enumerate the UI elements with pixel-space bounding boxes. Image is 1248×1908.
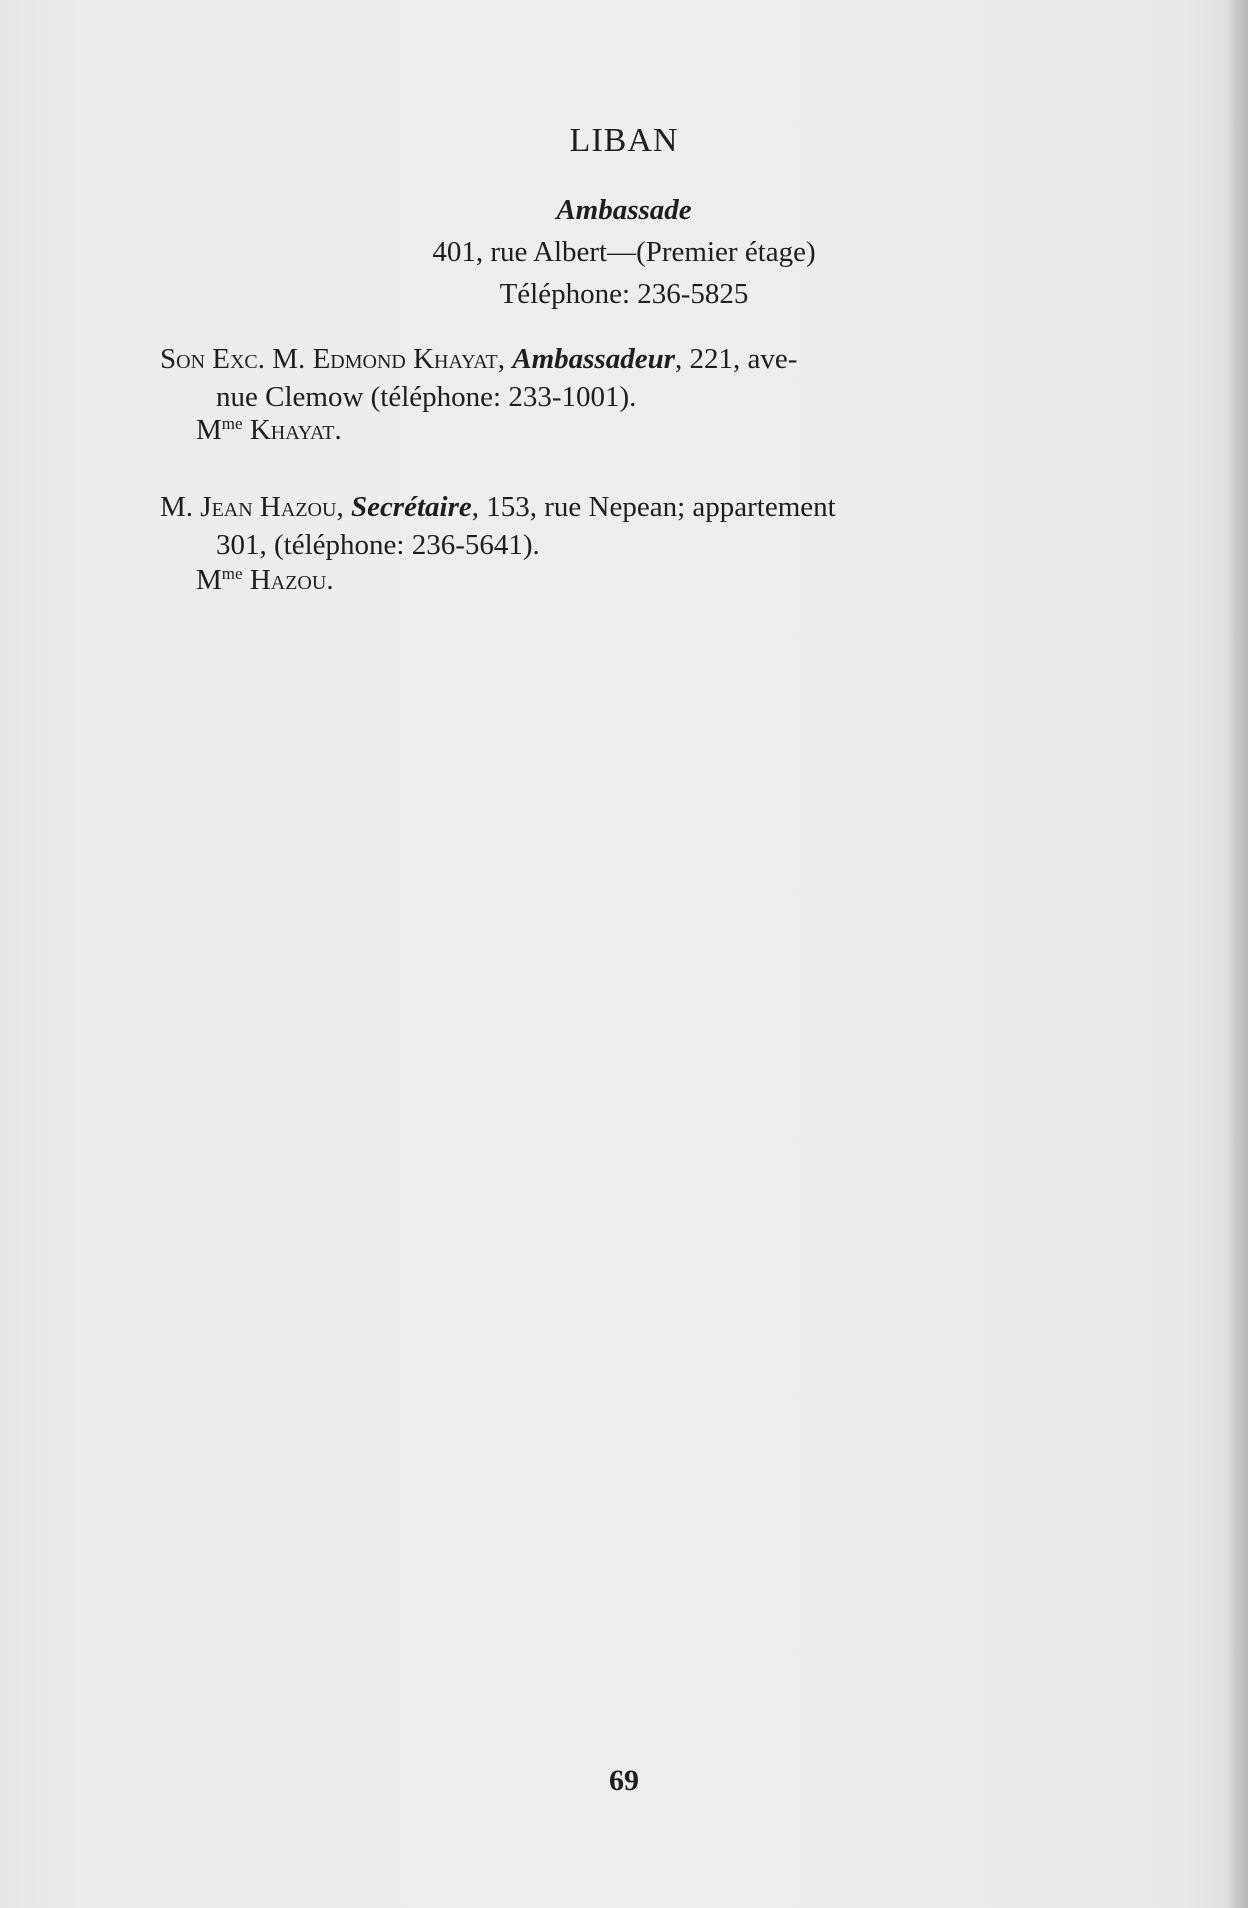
directory-entry <box>160 340 1070 416</box>
entry-separator: , <box>497 343 513 375</box>
entry-details-line1: , 221, ave- <box>675 343 798 375</box>
page-number: 69 <box>609 1764 639 1797</box>
spouse-sup: me <box>221 414 243 433</box>
spouse-prefix: M <box>196 414 222 446</box>
spouse-name: Khayat. <box>242 414 342 446</box>
entry-separator: , <box>336 491 351 523</box>
entry-details-line2: 301, (téléphone: 236-5641). <box>216 529 540 561</box>
entry-details-line2: nue Clemow (téléphone: 233-1001). <box>216 381 637 413</box>
entry-title: Ambassadeur <box>512 343 676 375</box>
entry-title: Secrétaire <box>350 491 472 523</box>
spouse-sup: me <box>221 564 243 583</box>
entry-details-line1: , 153, rue Nepean; appartement <box>471 491 836 523</box>
embassy-address: 401, rue Albert—(Premier étage) <box>432 236 816 268</box>
spouse-entry <box>196 414 342 447</box>
entry-prefix: M. <box>160 491 201 523</box>
entry-prefix: Son Exc. M. <box>160 343 313 375</box>
country-heading: LIBAN <box>569 122 679 159</box>
entry-name: Jean Hazou <box>200 491 337 523</box>
spouse-prefix: M <box>196 564 222 596</box>
spouse-name: Hazou. <box>242 564 334 596</box>
spouse-entry <box>196 564 334 597</box>
entry-name: Edmond Khayat <box>312 343 498 375</box>
directory-entry <box>160 488 1070 564</box>
section-heading: Ambassade <box>556 194 692 226</box>
embassy-phone: Téléphone: 236-5825 <box>499 278 749 310</box>
